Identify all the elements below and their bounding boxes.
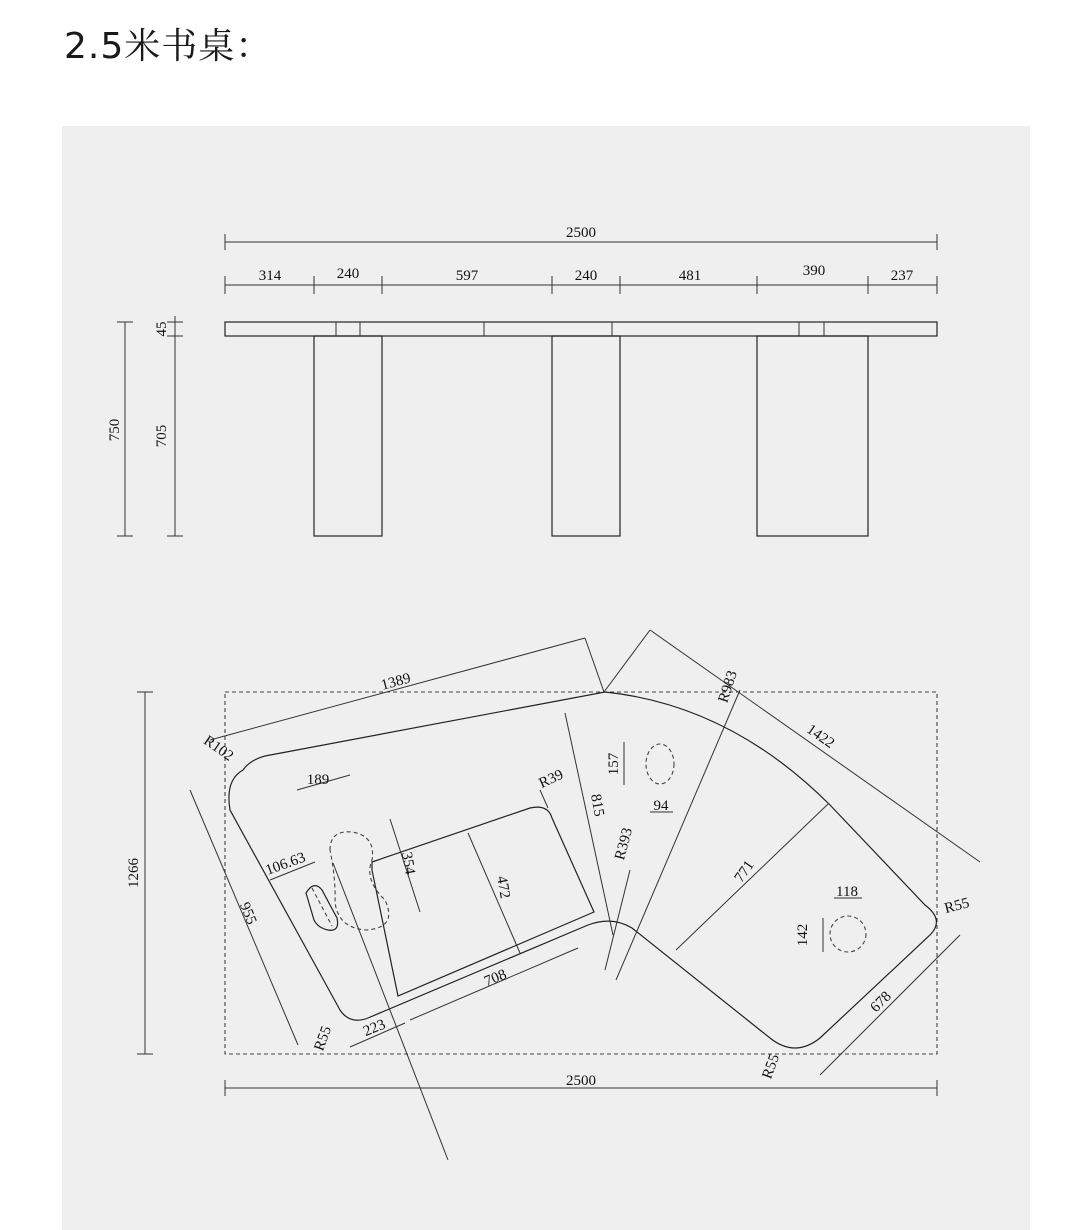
segment-label-3: 597	[455, 268, 479, 284]
leg-left	[314, 336, 382, 536]
dim-142: 142	[795, 923, 811, 947]
segment-label-6: 390	[802, 263, 826, 279]
dim-157: 157	[606, 752, 622, 776]
cable-hole-right	[830, 916, 866, 952]
dim-r55-bottom: R55	[759, 1052, 784, 1082]
dim-r102: R102	[200, 732, 237, 765]
slot-hole	[306, 886, 338, 931]
front-view	[107, 225, 937, 536]
segment-label-2: 240	[336, 266, 360, 282]
dim-r983: R983	[715, 668, 741, 705]
dim-r39: R39	[536, 766, 567, 792]
segment-label-5: 481	[678, 268, 702, 284]
dim-r393: R393	[612, 826, 637, 862]
dim-94: 94	[653, 798, 669, 814]
dim-223: 223	[361, 1016, 388, 1040]
dim-815: 815	[587, 792, 607, 818]
dim-1422: 1422	[803, 721, 838, 752]
cable-hole-left	[330, 832, 389, 930]
dim-955: 955	[236, 900, 260, 927]
dim-r55-right: R55	[942, 895, 972, 918]
dim-189: 189	[306, 772, 330, 788]
plan-depth-label: 1266	[126, 858, 142, 888]
segment-label-7: 237	[890, 268, 914, 284]
leg-middle	[552, 336, 620, 536]
segment-label-4: 240	[574, 268, 598, 284]
top-thickness-label: 45	[154, 321, 170, 337]
overall-width-label: 2500	[566, 225, 596, 241]
dim-106-63: 106.63	[263, 849, 308, 879]
inner-cutout	[372, 807, 594, 996]
leg-height-label: 705	[154, 424, 170, 448]
leg-right	[757, 336, 868, 536]
dim-354: 354	[398, 850, 418, 876]
cable-hole-top	[646, 744, 674, 784]
plan-view	[126, 630, 980, 1160]
dim-678: 678	[867, 988, 895, 1016]
dim-1389: 1389	[379, 670, 413, 694]
plan-width-label: 2500	[566, 1073, 596, 1089]
dim-r55-left: R55	[311, 1024, 336, 1054]
total-height-label: 750	[107, 418, 123, 442]
dim-708: 708	[482, 966, 509, 990]
dim-472: 472	[493, 874, 513, 900]
page-title: 2.5米书桌：	[64, 26, 273, 67]
dim-118: 118	[836, 884, 858, 900]
segment-label-1: 314	[258, 268, 282, 284]
table-top	[225, 322, 937, 336]
dim-771: 771	[731, 857, 758, 886]
